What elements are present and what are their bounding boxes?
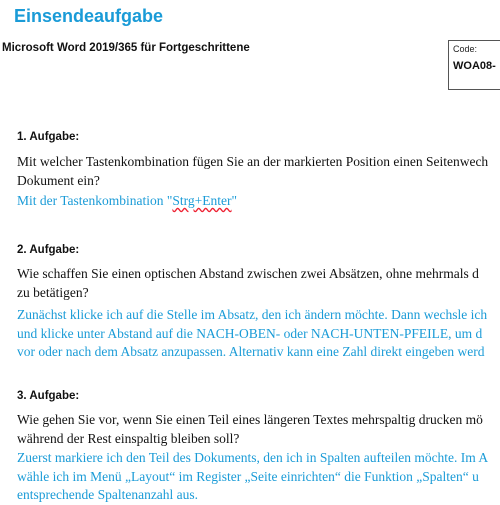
- question-line: Wie schaffen Sie einen optischen Abstand zwischen zwei Absätzen, ohne mehrmals d: [17, 266, 479, 281]
- code-label: Code:: [453, 44, 478, 54]
- answer-line: Zunächst klicke ich auf die Stelle im Absatz, den ich ändern möchte. Dann wechsle ich: [17, 307, 488, 322]
- question-line: Mit welcher Tastenkombination fügen Sie an der markierten Position einen Seitenwech: [17, 154, 489, 169]
- answer-prefix: Mit der Tastenkombination ": [17, 193, 173, 208]
- question-line: Dokument ein?: [17, 172, 100, 188]
- answer-line: [17, 192, 500, 211]
- code-value: WOA08-: [453, 60, 496, 72]
- task-3-heading: 3. Aufgabe:: [17, 390, 80, 402]
- question-line: zu betätigen?: [17, 284, 89, 300]
- task-1-answer: [17, 192, 500, 211]
- answer-line: vor oder nach dem Absatz anzupassen. Alternativ kann eine Zahl direkt eingeben werd: [17, 344, 485, 359]
- document-title: Einsendeaufgabe: [14, 6, 164, 26]
- question-line: Wie gehen Sie vor, wenn Sie einen Teil eines längeren Textes mehrspaltig drucken mö: [17, 412, 483, 427]
- answer-line: und klicke unter Abstand auf die NACH-OBEN- oder NACH-UNTEN-PFEILE, um d: [17, 325, 483, 341]
- answer-line: entsprechende Spaltenanzahl aus.: [17, 487, 199, 502]
- task-2-heading: 2. Aufgabe:: [17, 244, 80, 256]
- question-line: während der Rest einspaltig bleiben soll?: [17, 430, 240, 446]
- task-2-answer: [17, 306, 500, 362]
- shortcut-key: Strg+Enter: [172, 193, 232, 208]
- answer-suffix: ": [231, 193, 238, 208]
- answer-line: Zuerst markiere ich den Teil des Dokuments, den ich in Spalten aufteilen möchte. Im A: [17, 450, 489, 465]
- task-3-answer: [17, 449, 500, 505]
- answer-line: wähle ich im Menü „Layout“ im Register „Seite einrichten“ die Funktion „Spalten“ u: [17, 468, 479, 484]
- task-3-question: [17, 411, 500, 448]
- task-2-question: [17, 265, 500, 302]
- task-1-heading: 1. Aufgabe:: [17, 131, 80, 143]
- course-subtitle: Microsoft Word 2019/365 für Fortgeschrittene: [2, 42, 250, 54]
- code-box: [448, 40, 500, 90]
- task-1-question: [17, 153, 500, 190]
